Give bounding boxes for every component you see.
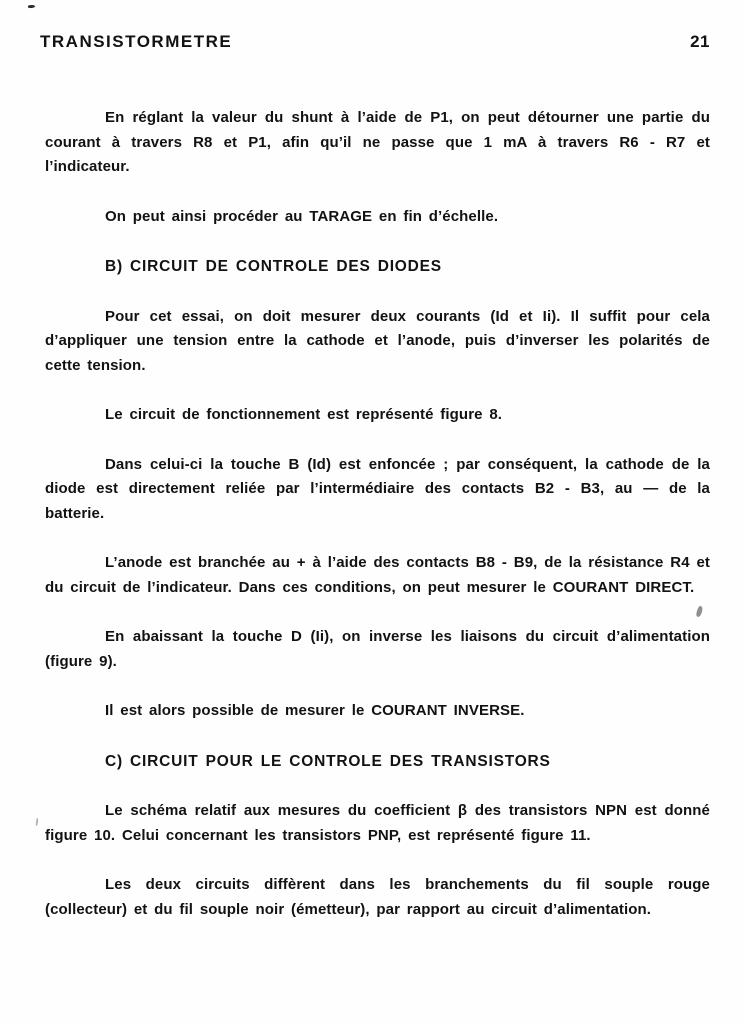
paragraph-touche-d: En abaissant la touche D (Ii), on inverse les liaisons du circuit d’alimentation (figure 9).	[45, 628, 710, 670]
paragraph-figure-8: Le circuit de fonctionnement est représenté figure 8.	[105, 406, 503, 423]
paragraph-shunt-tarage: En réglant la valeur du shunt à l’aide de P1, on peut détourner une partie du courant à travers R8 et P1, afin qu’il ne passe que 1 mA à travers R6 - R7 et l’indicateur.	[45, 109, 710, 175]
paragraph-touche-b: Dans celui-ci la touche B (Id) est enfoncée ; par conséquent, la cathode de la diode est directement reliée par l’intermédiaire des contacts B2 - B3, au — de la batterie.	[45, 455, 710, 522]
paragraph-courant-direct: L’anode est branchée au + à l’aide des contacts B8 - B9, de la résistance R4 et du circuit de l’indicateur. Dans ces conditions, on peut mesurer le COURANT DIRECT.	[45, 554, 710, 596]
document-title: TRANSISTORMETRE	[40, 32, 233, 51]
page-header	[40, 32, 710, 52]
section-heading-transistors: C) CIRCUIT POUR LE CONTROLE DES TRANSISTORS	[105, 752, 551, 770]
paragraph-coefficient-beta: Le schéma relatif aux mesures du coefficient β des transistors NPN est donné figure 10. Celui concernant les transistors PNP, est représenté figure 11.	[45, 802, 710, 844]
paragraph-courant-inverse: Il est alors possible de mesurer le COURANT INVERSE.	[105, 702, 525, 719]
print-smudge	[35, 818, 38, 826]
paragraph-deux-courants: Pour cet essai, on doit mesurer deux courants (Id et Ii). Il suffit pour cela d’appliquer une tension entre la cathode et l’anode, puis d’inverser les polarités de cette tension.	[45, 307, 710, 374]
print-smudge	[28, 5, 35, 8]
paragraph-fils-souples: Les deux circuits diffèrent dans les branchements du fil souple rouge (collecteur) et du fil souple noir (émetteur), par rapport au circuit d’alimentation.	[45, 876, 710, 918]
paragraph-tarage: On peut ainsi procéder au TARAGE en fin d’échelle.	[105, 207, 499, 225]
section-heading-diodes: B) CIRCUIT DE CONTROLE DES DIODES	[105, 258, 442, 275]
page-number: 21	[690, 32, 710, 51]
page-body	[45, 106, 710, 922]
